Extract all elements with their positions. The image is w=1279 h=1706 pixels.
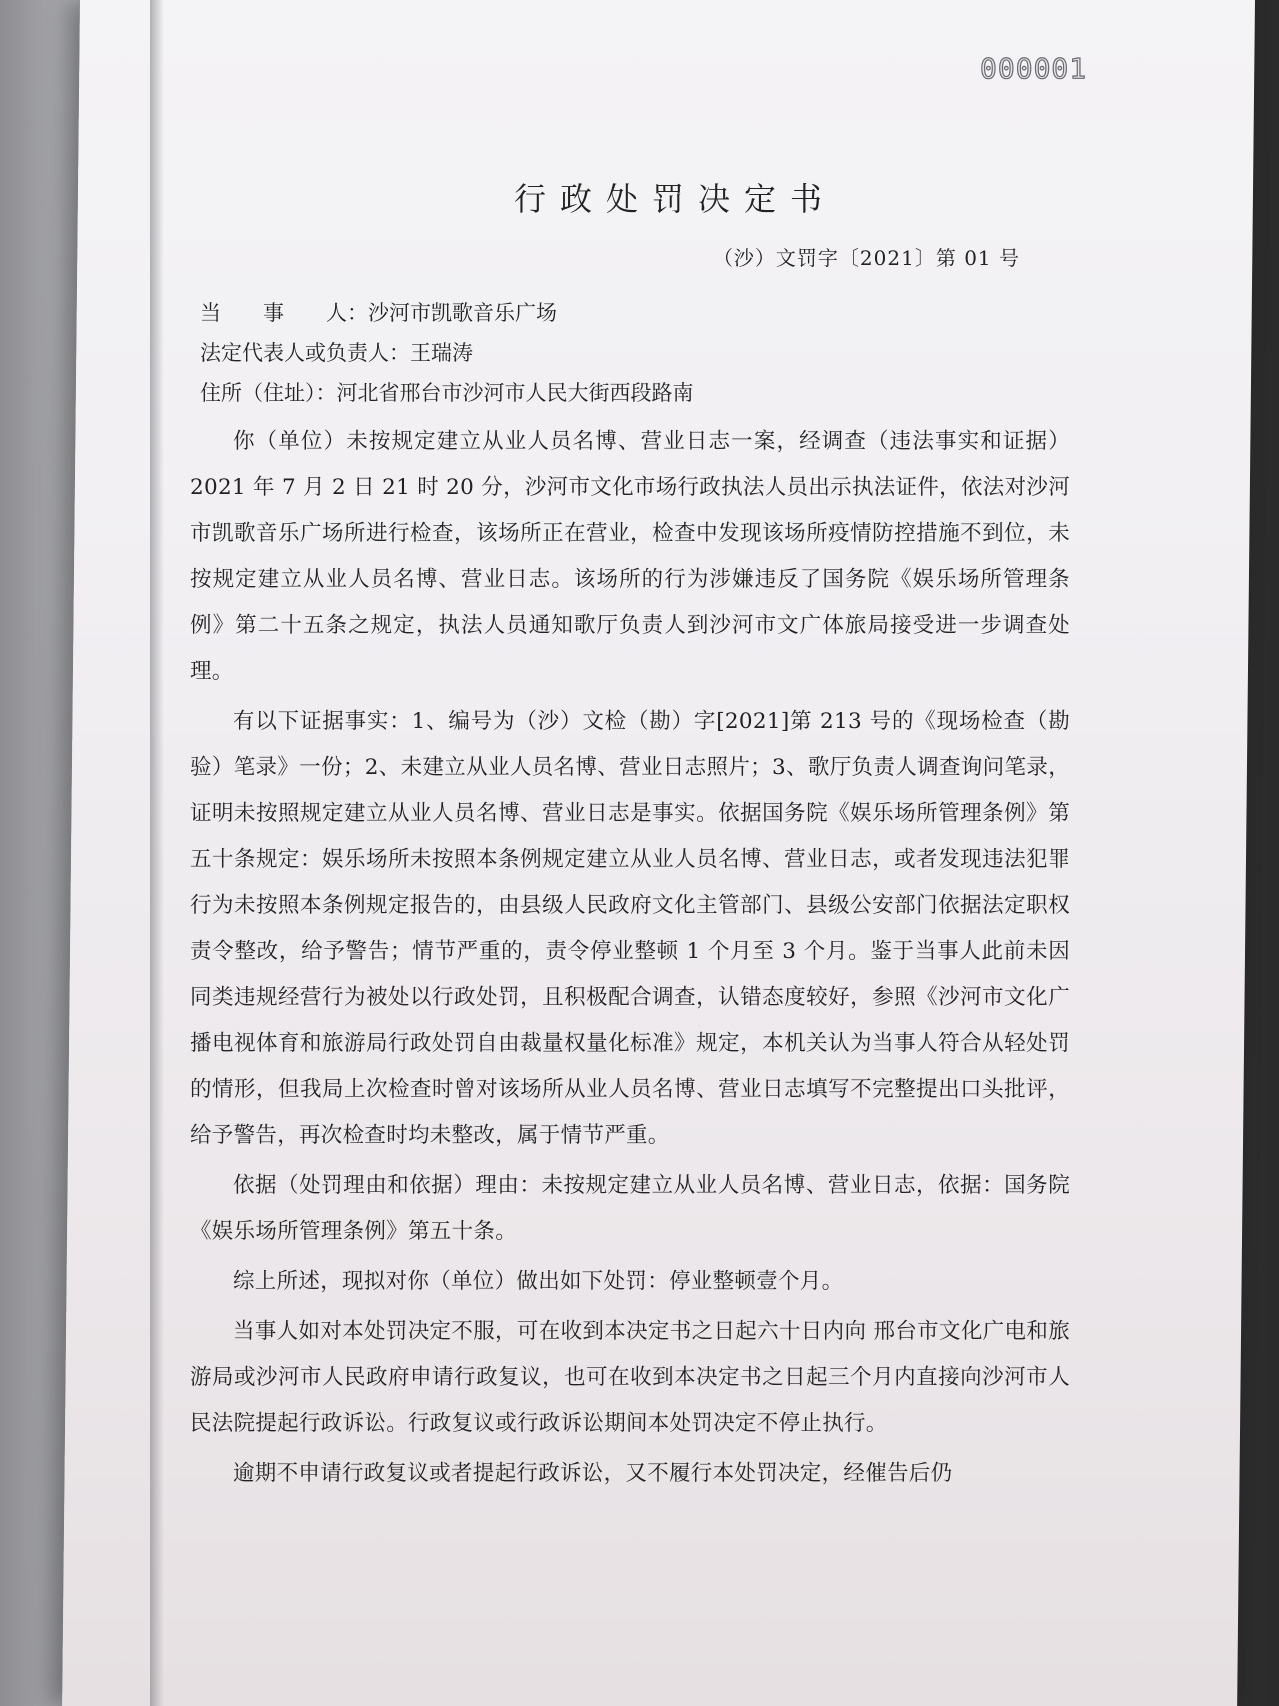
paragraph-investigation: 你（单位）未按规定建立从业人员名博、营业日志一案，经调查（违法事实和证据）2021 年 7 月 2 日 21 时 20 分，沙河市文化市场行政执法人员出示执法证件，依法对沙河市凯歌音乐广场所进行检查，该场所正在营业，检查中发现该场所疫情防控措施不到位，未按规定建立从业人员名博、营业日志。该场所的行为涉嫌违反了国务院《娱乐场所管理条例》第二十五条之规定，执法人员通知歌厅负责人到沙河市文广体旅局接受进一步调查处理。 — [190, 429, 1070, 684]
paragraph-appeal: 当事人如对本处罚决定不服，可在收到本决定书之日起六十日内向 邢台市文化广电和旅游局或沙河市人民政府申请行政复议，也可在收到本决定书之日起三个月内直接向沙河市人民法院提起行政诉讼。行政复议或行政诉讼期间本处罚决定不停止执行。 — [190, 1319, 1070, 1436]
address-value: 河北省邢台市沙河市人民大街西段路南 — [336, 381, 694, 405]
party-line — [200, 293, 1070, 333]
party-value: 沙河市凯歌音乐广场 — [368, 301, 557, 325]
representative-line — [200, 333, 1070, 373]
representative-value: 王瑞涛 — [410, 341, 473, 365]
address-line — [200, 373, 1070, 413]
serial-number-stamp: 000001 — [980, 52, 1088, 85]
paragraph-basis: 依据（处罚理由和依据）理由：未按规定建立从业人员名博、营业日志，依据：国务院《娱乐场所管理条例》第五十条。 — [190, 1173, 1070, 1244]
paragraph-decision: 综上所述，现拟对你（单位）做出如下处罚：停业整顿壹个月。 — [233, 1269, 844, 1294]
representative-label: 法定代表人或负责人： — [200, 341, 410, 365]
party-label: 当 事 人： — [200, 301, 368, 325]
paragraph-overdue: 逾期不申请行政复议或者提起行政诉讼，又不履行本处罚决定，经催告后仍 — [233, 1461, 953, 1486]
page-edge-shadow — [150, 0, 164, 1706]
document-number: （沙）文罚字〔2021〕第 01 号 — [712, 246, 1020, 270]
paragraph-evidence: 有以下证据事实：1、编号为（沙）文检（勘）字[2021]第 213 号的《现场检查（勘验）笔录》一份；2、未建立从业人员名博、营业日志照片；3、歌厅负责人调查询问笔录，证明未按照规定建立从业人员名博、营业日志是事实。依据国务院《娱乐场所管理条例》第五十条规定：娱乐场所未按照本条例规定建立从业人员名博、营业日志，或者发现违法犯罪行为未按照本条例规定报告的，由县级人民政府文化主管部门、县级公安部门依据法定职权责令整改，给予警告；情节严重的，责令停业整顿 1 个月至 3 个月。鉴于当事人此前未因同类违规经营行为被处以行政处罚，且积极配合调查，认错态度较好，参照《沙河市文化广播电视体育和旅游局行政处罚自由裁量权量化标准》规定，本机关认为当事人符合从轻处罚的情形，但我局上次检查时曾对该场所从业人员名博、营业日志填写不完整提出口头批评，给予警告，再次检查时均未整改，属于情节严重。 — [190, 709, 1070, 1148]
address-label: 住所（住址）： — [200, 381, 337, 405]
document-title: 行政处罚决定书 — [513, 180, 836, 218]
document-content — [190, 160, 1070, 1497]
